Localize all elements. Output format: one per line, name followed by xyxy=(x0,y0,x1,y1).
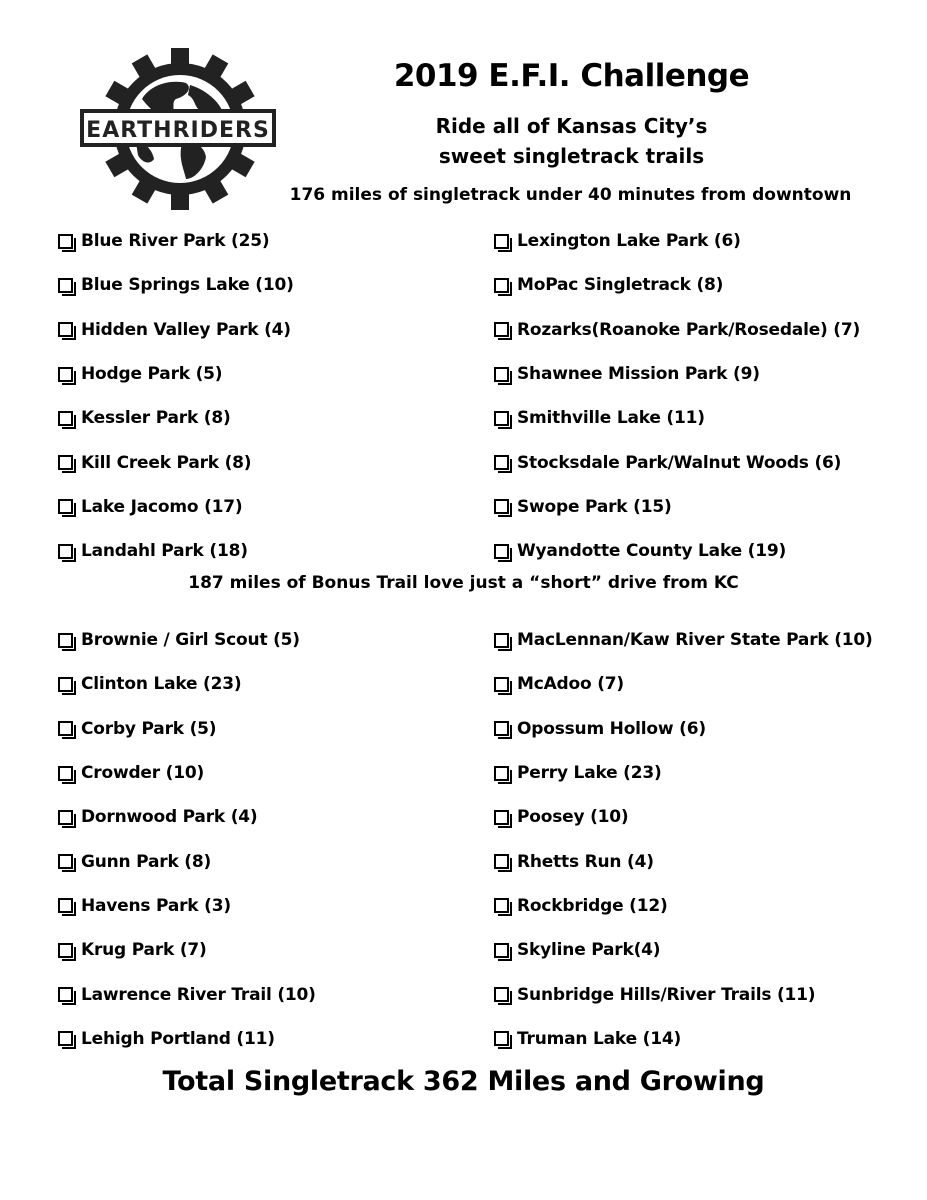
checklist-item[interactable]: Corby Park (5) xyxy=(58,707,316,751)
checkbox-icon[interactable] xyxy=(494,854,509,869)
checklist-item[interactable]: Dornwood Park (4) xyxy=(58,795,316,839)
checklist-item[interactable]: Shawnee Mission Park (9) xyxy=(494,352,860,396)
total-miles: Total Singletrack 362 Miles and Growing xyxy=(162,1066,765,1097)
checkbox-icon[interactable] xyxy=(58,721,73,736)
checkbox-icon[interactable] xyxy=(494,721,509,736)
section2-left-list xyxy=(58,618,316,1061)
checklist-item[interactable]: Havens Park (3) xyxy=(58,884,316,928)
checkbox-icon[interactable] xyxy=(494,1031,509,1046)
checkbox-icon[interactable] xyxy=(58,411,73,426)
checkbox-icon[interactable] xyxy=(494,411,509,426)
checkbox-icon[interactable] xyxy=(58,278,73,293)
checklist-item[interactable]: Smithville Lake (11) xyxy=(494,396,860,440)
checkbox-icon[interactable] xyxy=(58,633,73,648)
subtitle-line-1: Ride all of Kansas City’s xyxy=(435,114,708,138)
checkbox-icon[interactable] xyxy=(494,367,509,382)
checklist-item[interactable]: Blue Springs Lake (10) xyxy=(58,263,294,307)
checklist-item[interactable]: Sunbridge Hills/River Trails (11) xyxy=(494,972,873,1016)
checkbox-icon[interactable] xyxy=(494,943,509,958)
checkbox-icon[interactable] xyxy=(494,898,509,913)
checklist-item[interactable]: Swope Park (15) xyxy=(494,485,860,529)
checkbox-icon[interactable] xyxy=(494,499,509,514)
section1-left-list xyxy=(58,219,294,573)
checkbox-icon[interactable] xyxy=(58,677,73,692)
checklist-item[interactable]: Kessler Park (8) xyxy=(58,396,294,440)
checklist-item[interactable]: Lexington Lake Park (6) xyxy=(494,219,860,263)
checkbox-icon[interactable] xyxy=(58,544,73,559)
checkbox-icon[interactable] xyxy=(58,987,73,1002)
checklist-item[interactable]: Clinton Lake (23) xyxy=(58,662,316,706)
svg-text:EARTHRIDERS: EARTHRIDERS xyxy=(86,118,270,143)
checklist-item[interactable]: Lake Jacomo (17) xyxy=(58,485,294,529)
checkbox-icon[interactable] xyxy=(58,810,73,825)
checklist-item[interactable]: Perry Lake (23) xyxy=(494,751,873,795)
checklist-item[interactable]: Skyline Park(4) xyxy=(494,928,873,972)
checklist-item[interactable]: MacLennan/Kaw River State Park (10) xyxy=(494,618,873,662)
checklist-item[interactable]: Crowder (10) xyxy=(58,751,316,795)
checkbox-icon[interactable] xyxy=(58,898,73,913)
checklist-item[interactable]: Rozarks(Roanoke Park/Rosedale) (7) xyxy=(494,308,860,352)
checkbox-icon[interactable] xyxy=(58,455,73,470)
checkbox-icon[interactable] xyxy=(494,810,509,825)
checklist-item[interactable]: Brownie / Girl Scout (5) xyxy=(58,618,316,662)
checklist-item[interactable]: Hidden Valley Park (4) xyxy=(58,308,294,352)
checklist-item[interactable]: Lawrence River Trail (10) xyxy=(58,972,316,1016)
checkbox-icon[interactable] xyxy=(494,633,509,648)
checklist-item[interactable]: Wyandotte County Lake (19) xyxy=(494,529,860,573)
checkbox-icon[interactable] xyxy=(58,234,73,249)
checklist-item[interactable]: MoPac Singletrack (8) xyxy=(494,263,860,307)
checklist-item[interactable]: Lehigh Portland (11) xyxy=(58,1017,316,1061)
subtitle-line-2: sweet singletrack trails xyxy=(438,144,705,168)
checkbox-icon[interactable] xyxy=(494,234,509,249)
checklist-item[interactable]: Rhetts Run (4) xyxy=(494,839,873,883)
checklist-item[interactable]: Hodge Park (5) xyxy=(58,352,294,396)
page-title: 2019 E.F.I. Challenge xyxy=(393,58,750,94)
checklist-item[interactable]: Gunn Park (8) xyxy=(58,839,316,883)
checklist-item[interactable]: Rockbridge (12) xyxy=(494,884,873,928)
checklist-item[interactable]: Blue River Park (25) xyxy=(58,219,294,263)
checkbox-icon[interactable] xyxy=(58,766,73,781)
checkbox-icon[interactable] xyxy=(494,278,509,293)
section2-heading: 187 miles of Bonus Trail love just a “short” drive from KC xyxy=(188,573,739,593)
checkbox-icon[interactable] xyxy=(494,677,509,692)
checklist-item[interactable]: McAdoo (7) xyxy=(494,662,873,706)
section1-heading: 176 miles of singletrack under 40 minutes from downtown xyxy=(289,185,852,205)
checkbox-icon[interactable] xyxy=(58,322,73,337)
checkbox-icon[interactable] xyxy=(58,943,73,958)
checklist-item[interactable]: Truman Lake (14) xyxy=(494,1017,873,1061)
checklist-item[interactable]: Krug Park (7) xyxy=(58,928,316,972)
checkbox-icon[interactable] xyxy=(494,987,509,1002)
checkbox-icon[interactable] xyxy=(58,499,73,514)
checkbox-icon[interactable] xyxy=(494,766,509,781)
section1-right-list xyxy=(494,219,860,573)
checkbox-icon[interactable] xyxy=(58,854,73,869)
checklist-item[interactable]: Poosey (10) xyxy=(494,795,873,839)
checkbox-icon[interactable] xyxy=(58,1031,73,1046)
checkbox-icon[interactable] xyxy=(58,367,73,382)
section2-right-list xyxy=(494,618,873,1061)
checklist-item[interactable]: Stocksdale Park/Walnut Woods (6) xyxy=(494,440,860,484)
checkbox-icon[interactable] xyxy=(494,544,509,559)
checkbox-icon[interactable] xyxy=(494,322,509,337)
checklist-item[interactable]: Opossum Hollow (6) xyxy=(494,707,873,751)
checklist-item[interactable]: Kill Creek Park (8) xyxy=(58,440,294,484)
checklist-item[interactable]: Landahl Park (18) xyxy=(58,529,294,573)
checkbox-icon[interactable] xyxy=(494,455,509,470)
